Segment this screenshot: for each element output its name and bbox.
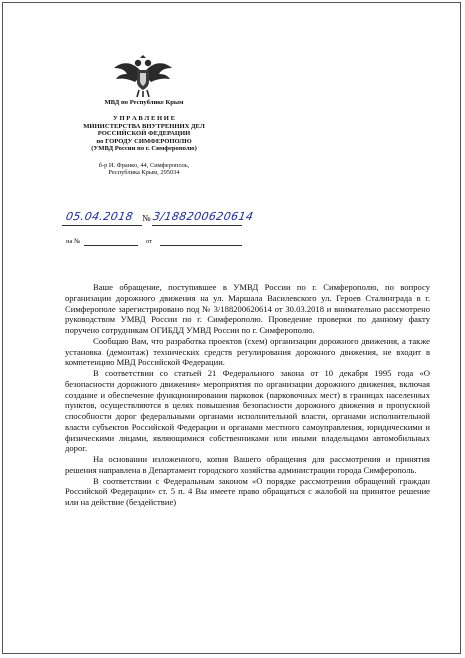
paragraph-1: Ваше обращение, поступившее в УМВД России по г. Симферополю, по вопросу организации дорожного движения на ул. Маршала Василевского ул. Героев Сталинграда в г. Симферополе зарегистрировано под № 3/188200620614 от 30.03.2018 и внимательно рассмотрено руководством УМВД России по г. Симферополю. Проведение проверки по данному факту поручено сотрудникам ОГИБДД УМВД России по г. Симферополю. bbox=[65, 282, 430, 335]
title-line-3: РОССИЙСКОЙ ФЕДЕРАЦИИ bbox=[97, 130, 191, 138]
address-line-2: Республика Крым, 295034 bbox=[108, 169, 180, 177]
number-sign: № bbox=[142, 213, 151, 223]
from-label: от bbox=[146, 238, 153, 245]
title-line-2: МИНИСТЕРСТВА ВНУТРЕННИХ ДЕЛ bbox=[83, 122, 205, 130]
date-underline bbox=[62, 225, 142, 226]
handwritten-date: 05.04.2018 bbox=[64, 210, 135, 223]
paragraph-3: В соответствии со статьей 21 Федерального закона от 10 декабря 1995 года «О безопасности дорожного движения» мероприятия по организации дорожного движения, включая создание и обеспечение функционирования парковок (парковочных мест) в границах населенных пунктов, осуществляются в целях повышения безопасности дорожного движения и пропускной способности дорог федеральными органами исполнительной власти, органами исполнительной власти субъектов Российской Федерации и органами местного самоуправления, юридическими и физическими лицами, являющимися собственниками или иными владельцами автомобильных дорог. bbox=[65, 368, 430, 454]
number-underline bbox=[152, 225, 242, 226]
paragraph-4: На основании изложенного, копия Вашего обращения для рассмотрения и принятия решения направлена в Департамент городского хозяйства администрации города Симферополь. bbox=[65, 454, 430, 475]
address-line-1: б-р И. Франко, 44, Симферополь, bbox=[98, 162, 190, 169]
title-line-1: У П Р А В Л Е Н И Е bbox=[113, 115, 175, 122]
letter-body bbox=[65, 282, 430, 508]
handwritten-number: 3/188200620614 bbox=[151, 210, 255, 223]
paragraph-2: Сообщаю Вам, что разработка проектов (схем) организации дорожного движения, а также установка (демонтаж) технических средств регулирования дорожного движения, не входит в компетенцию МВД Российской Федерации. bbox=[65, 335, 430, 368]
ref-underline bbox=[84, 245, 138, 246]
ministry-region: МВД по Республике Крым bbox=[104, 99, 184, 106]
double-headed-eagle-emblem-icon bbox=[113, 54, 173, 98]
paragraph-5: В соответствии с Федеральным законом «О порядке рассмотрения обращений граждан Российской Федерации» ст. 5 п. 4 Вы имеете право обращаться с жалобой на принятое решение или на действие (бездействие) bbox=[65, 475, 430, 507]
from-underline bbox=[160, 245, 242, 246]
title-line-5: (УМВД России по г. Симферополю) bbox=[91, 145, 197, 153]
title-line-4: по ГОРОДУ СИМФЕРОПОЛЮ bbox=[96, 137, 192, 145]
ref-label: на № bbox=[66, 238, 81, 245]
